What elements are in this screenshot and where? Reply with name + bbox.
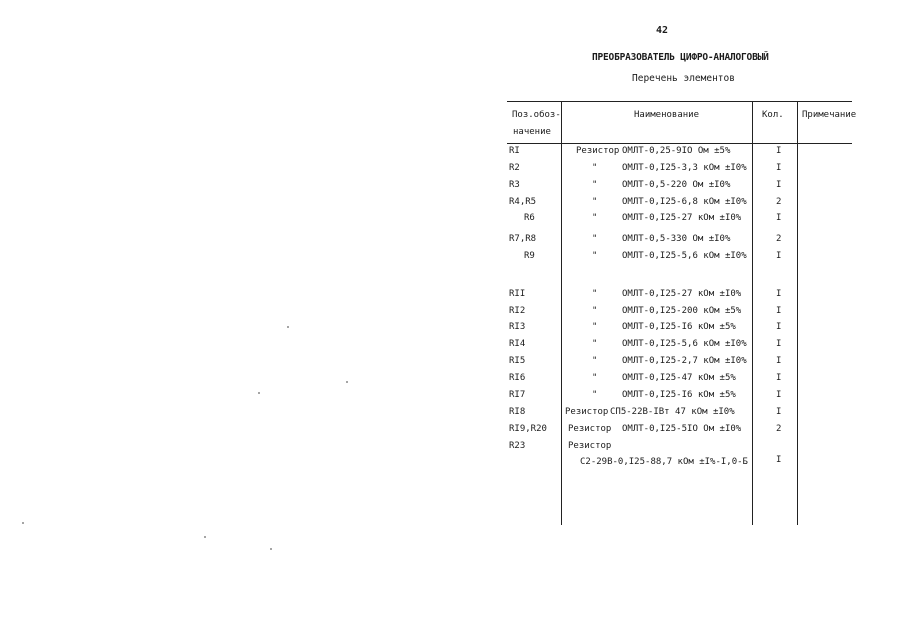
pos-cell: RI8	[509, 407, 526, 417]
scan-speck	[204, 536, 206, 538]
scan-speck	[22, 522, 24, 524]
prefix-cell: Резистор	[576, 146, 620, 156]
prefix-cell: Резистор	[565, 407, 609, 417]
table-header-rule	[507, 143, 852, 144]
qty-cell: I	[776, 251, 782, 261]
pos-cell: RI4	[509, 339, 526, 349]
name-cell: ОМЛТ-0,I25-3,3 кОм ±I0%	[622, 163, 747, 173]
qty-cell: I	[776, 163, 782, 173]
name-cell: ОМЛТ-0,5-220 Ом ±I0%	[622, 180, 731, 190]
table-col-divider-1	[561, 101, 562, 525]
qty-cell: 2	[776, 197, 782, 207]
pos-cell: RI3	[509, 322, 526, 332]
qty-cell: I	[776, 455, 782, 465]
pos-cell: R9	[524, 251, 535, 261]
pos-cell: RI6	[509, 373, 526, 383]
name-cell: ОМЛТ-0,I25-47 кОм ±5%	[622, 373, 736, 383]
qty-cell: I	[776, 373, 782, 383]
prefix-cell: "	[592, 356, 598, 366]
prefix-cell: "	[592, 197, 598, 207]
name-cell: ОМЛТ-0,I25-27 кОм ±I0%	[622, 213, 742, 223]
name-cell: ОМЛТ-0,I25-200 кОм ±5%	[622, 306, 742, 316]
prefix-cell: "	[592, 373, 598, 383]
pos-cell: R23	[509, 441, 526, 451]
prefix-cell: "	[592, 390, 598, 400]
document-subtitle: Перечень элементов	[632, 73, 735, 84]
qty-cell: I	[776, 356, 782, 366]
name-cell: ОМЛТ-0,25-9IO Ом ±5%	[622, 146, 731, 156]
name-cell: ОМЛТ-0,I25-5,6 кОм ±I0%	[622, 251, 747, 261]
qty-cell: I	[776, 213, 782, 223]
prefix-cell: "	[592, 322, 598, 332]
scan-speck	[258, 392, 260, 394]
name-cell: ОМЛТ-0,5-330 Ом ±I0%	[622, 234, 731, 244]
pos-cell: R2	[509, 163, 520, 173]
pos-cell: R6	[524, 213, 535, 223]
prefix-cell: "	[592, 234, 598, 244]
prefix-cell: "	[592, 339, 598, 349]
pos-cell: RI9,R20	[509, 424, 547, 434]
document-title: ПРЕОБРАЗОВАТЕЛЬ ЦИФРО-АНАЛОГОВЫЙ	[592, 52, 769, 63]
qty-cell: I	[776, 322, 782, 332]
pos-cell: RI5	[509, 356, 526, 366]
header-name: Наименование	[634, 110, 700, 120]
name-cell: СП5-22В-IВт 47 кОм ±I0%	[610, 407, 735, 417]
pos-cell: R7,R8	[509, 234, 537, 244]
qty-cell: 2	[776, 234, 782, 244]
qty-cell: I	[776, 390, 782, 400]
header-pos-line2: начение	[513, 127, 551, 137]
name-cell: ОМЛТ-0,I25-27 кОм ±I0%	[622, 289, 742, 299]
qty-cell: I	[776, 339, 782, 349]
prefix-cell: Резистор	[568, 424, 612, 434]
qty-cell: I	[776, 306, 782, 316]
qty-cell: 2	[776, 424, 782, 434]
pos-cell: R4,R5	[509, 197, 537, 207]
qty-cell: I	[776, 180, 782, 190]
prefix-cell: "	[592, 213, 598, 223]
name-cell: ОМЛТ-0,I25-2,7 кОм ±I0%	[622, 356, 747, 366]
qty-cell: I	[776, 289, 782, 299]
name-cell: ОМЛТ-0,I25-5,6 кОм ±I0%	[622, 339, 747, 349]
table-col-divider-3	[797, 101, 798, 525]
scan-speck	[346, 381, 348, 383]
table-top-rule	[507, 101, 852, 102]
prefix-cell: "	[592, 180, 598, 190]
prefix-cell: "	[592, 306, 598, 316]
qty-cell: I	[776, 407, 782, 417]
header-pos-line1: Поз.обоз-	[512, 110, 561, 120]
header-qty: Кол.	[762, 110, 784, 120]
name-cell: ОМЛТ-0,I25-I6 кОм ±5%	[622, 322, 736, 332]
name-cell: ОМЛТ-0,I25-5IO Ом ±I0%	[622, 424, 742, 434]
name-cell: С2-29В-0,I25-88,7 кОм ±I%-I,0-Б	[580, 457, 748, 467]
prefix-cell: Резистор	[568, 441, 612, 451]
pos-cell: R3	[509, 180, 520, 190]
header-note: Примечание	[802, 110, 857, 120]
scan-speck	[270, 548, 272, 550]
pos-cell: RI7	[509, 390, 526, 400]
table-col-divider-2	[752, 101, 753, 525]
pos-cell: RII	[509, 289, 526, 299]
prefix-cell: "	[592, 251, 598, 261]
qty-cell: I	[776, 146, 782, 156]
name-cell: ОМЛТ-0,I25-I6 кОм ±5%	[622, 390, 736, 400]
name-cell: ОМЛТ-0,I25-6,8 кОм ±I0%	[622, 197, 747, 207]
pos-cell: RI2	[509, 306, 526, 316]
prefix-cell: "	[592, 163, 598, 173]
pos-cell: RI	[509, 146, 520, 156]
prefix-cell: "	[592, 289, 598, 299]
scan-speck	[287, 326, 289, 328]
page-number: 42	[656, 25, 669, 36]
